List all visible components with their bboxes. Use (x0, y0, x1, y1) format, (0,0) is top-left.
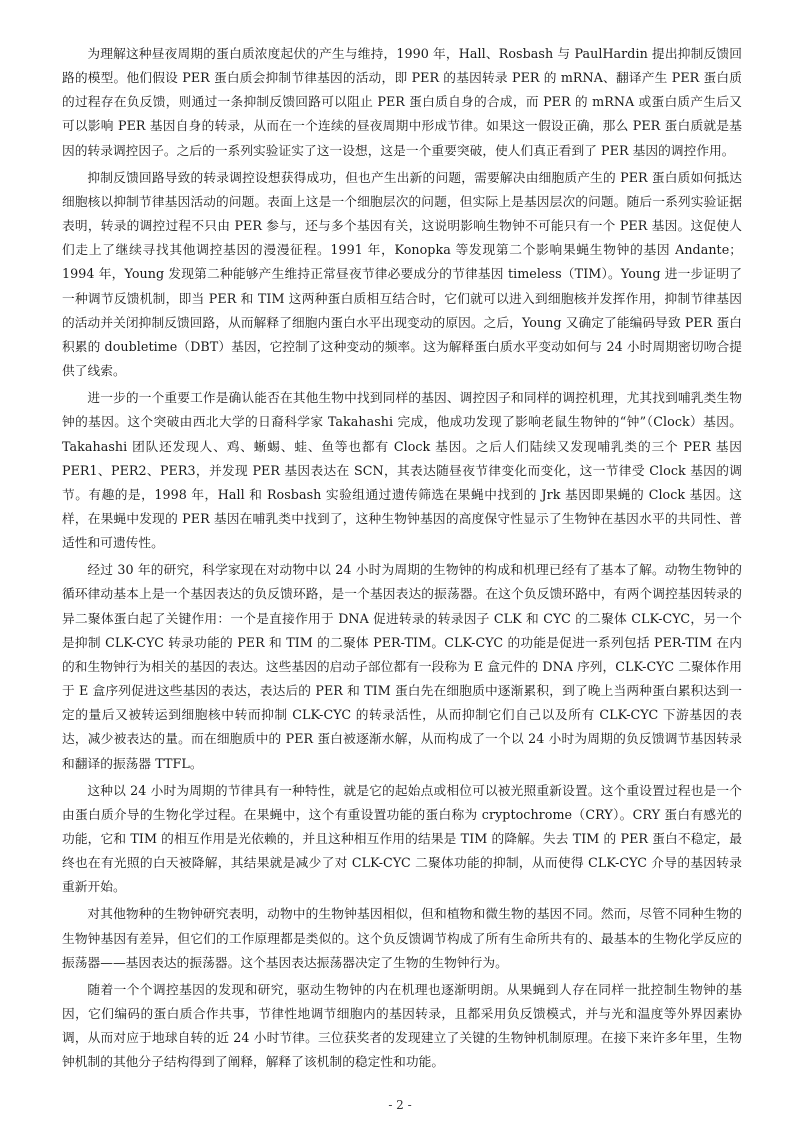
document-body (62, 42, 742, 1078)
paragraph-3: 进一步的一个重要工作是确认能否在其他生物中找到同样的基因、调控因子和同样的调控机理，尤其找到哺乳类生物钟的基因。这个突破由西北大学的日裔科学家 Takahashi 完成，他成功发现了影响老鼠生物钟的“钟”（Clock）基因。Takahashi 团队还发现人、鸡、蜥蜴、蛙、鱼等也都有 Clock 基因。之后人们陆续又发现哺乳类的三个 PER 基因 PER1、PER2、PER3，并发现 PER 基因表达在 SCN，其表达随昼夜节律变化而变化，这一节律受 Clock 基因的调节。有趣的是，1998 年，Hall 和 Rosbash 实验组通过遗传筛选在果蝇中找到的 Jrk 基因即果蝇的 Clock 基因。这样，在果蝇中发现的 PER 基因在哺乳类中找到了，这种生物钟基因的高度保守性显示了生物钟在基因水平的共同性、普适性和可遗传性。 (62, 390, 742, 551)
paragraph-2: 抑制反馈回路导致的转录调控设想获得成功，但也产生出新的问题，需要解决由细胞质产生的 PER 蛋白质如何抵达细胞核以抑制节律基因活动的问题。表面上这是一个细胞层次的问题，但实际上是基因层次的问题。随后一系列实验证据表明，转录的调控过程不只由 PER 参与，还与多个基因有关，这说明影响生物钟不可能只有一个 PER 基因。这促使人们走上了继续寻找其他调控基因的漫漫征程。1991 年，Konopka 等发现第二个影响果蝇生物钟的基因 Andante；1994 年，Young 发现第二种能够产生维持正常昼夜节律必要成分的节律基因 timeless（TIM）。Young 进一步证明了一种调节反馈机制，即当 PER 和 TIM 这两种蛋白质相互结合时，它们就可以进入到细胞核并发挥作用，抑制节律基因的活动并关闭抑制反馈回路，从而解释了细胞内蛋白水平出现变动的原因。之后，Young 又确定了能编码导致 PER 蛋白积累的 doubletime（DBT）基因，它控制了这种变动的频率。这为解释蛋白质水平变动如何与 24 小时周期密切吻合提供了线索。 (62, 169, 742, 379)
page-number: - 2 - (388, 1098, 412, 1112)
paragraph-1: 为理解这种昼夜周期的蛋白质浓度起伏的产生与维持，1990 年，Hall、Rosbash 与 PaulHardin 提出抑制反馈回路的模型。他们假设 PER 蛋白质会抑制节律基因的活动，即 PER 的基因转录 PER 的 mRNA、翻译产生 PER 蛋白质的过程存在负反馈，则通过一条抑制反馈回路可以阻止 PER 蛋白质自身的合成，而 PER 的 mRNA 或蛋白质产生后又可以影响 PER 基因自身的转录，从而在一个连续的昼夜周期中形成节律。如果这一假设正确，那么 PER 蛋白质就是基因的转录调控因子。之后的一系列实验证实了这一设想，这是一个重要突破，使人们真正看到了 PER 基因的调控作用。 (62, 46, 742, 158)
paragraph-6: 对其他物种的生物钟研究表明，动物中的生物钟基因相似，但和植物和微生物的基因不同。然而，尽管不同种生物的生物钟基因有差异，但它们的工作原理都是类似的。这个负反馈调节构成了所有生命所共有的、最基本的生物化学反应的振荡器——基因表达的振荡器。这个基因表达振荡器决定了生物的生物钟行为。 (62, 906, 742, 970)
paragraph-5: 这种以 24 小时为周期的节律具有一种特性，就是它的起始点或相位可以被光照重新设置。这个重设置过程也是一个由蛋白质介导的生物化学过程。在果蝇中，这个有重设置功能的蛋白称为 cryptochrome（CRY）。CRY 蛋白有感光的功能，它和 TIM 的相互作用是光依赖的，并且这种相互作用的结果是 TIM 的降解。失去 TIM 的 PER 蛋白不稳定，最终也在有光照的白天被降解，其结果就是减少了对 CLK-CYC 二聚体功能的抑制，从而使得 CLK-CYC 介导的基因转录重新开始。 (62, 782, 742, 895)
paragraph-4: 经过 30 年的研究，科学家现在对动物中以 24 小时为周期的生物钟的构成和机理已经有了基本了解。动物生物钟的循环律动基本上是一个基因表达的负反馈环路，是一个基因表达的振荡器。在这个负反馈环路中，有两个调控基因转录的异二聚体蛋白起了关键作用：一个是直接作用于 DNA 促进转录的转录因子 CLK 和 CYC 的二聚体 CLK-CYC，另一个是抑制 CLK-CYC 转录功能的 PER 和 TIM 的二聚体 PER-TIM。CLK-CYC 的功能是促进一系列包括 PER-TIM 在内的和生物钟行为相关的基因的表达。这些基因的启动子部位都有一段称为 E 盒元件的 DNA 序列，CLK-CYC 二聚体作用于 E 盒序列促进这些基因的表达，表达后的 PER 和 TIM 蛋白先在细胞质中逐渐累积，到了晚上当两种蛋白累积达到一定的量后又被转运到细胞核中转而抑制 CLK-CYC 的转录活性，从而抑制它们自己以及所有 CLK-CYC 下游基因的表达，减少被表达的量。而在细胞质中的 PER 蛋白被逐渐水解，从而构成了一个以 24 小时为周期的负反馈调节基因转录和翻译的振荡器 TTFL。 (62, 562, 742, 771)
paragraph-7: 随着一个个调控基因的发现和研究，驱动生物钟的内在机理也逐渐明朗。从果蝇到人存在同样一批控制生物钟的基因，它们编码的蛋白质合作共事，节律性地调节细胞内的基因转录，且都采用负反馈模式，并与光和温度等外界因素协调，从而对应于地球自转的近 24 小时节律。三位获奖者的发现建立了关键的生物钟机制原理。在接下来许多年里，生物钟机制的其他分子结构得到了阐释，解释了该机制的稳定性和功能。 (62, 981, 742, 1070)
